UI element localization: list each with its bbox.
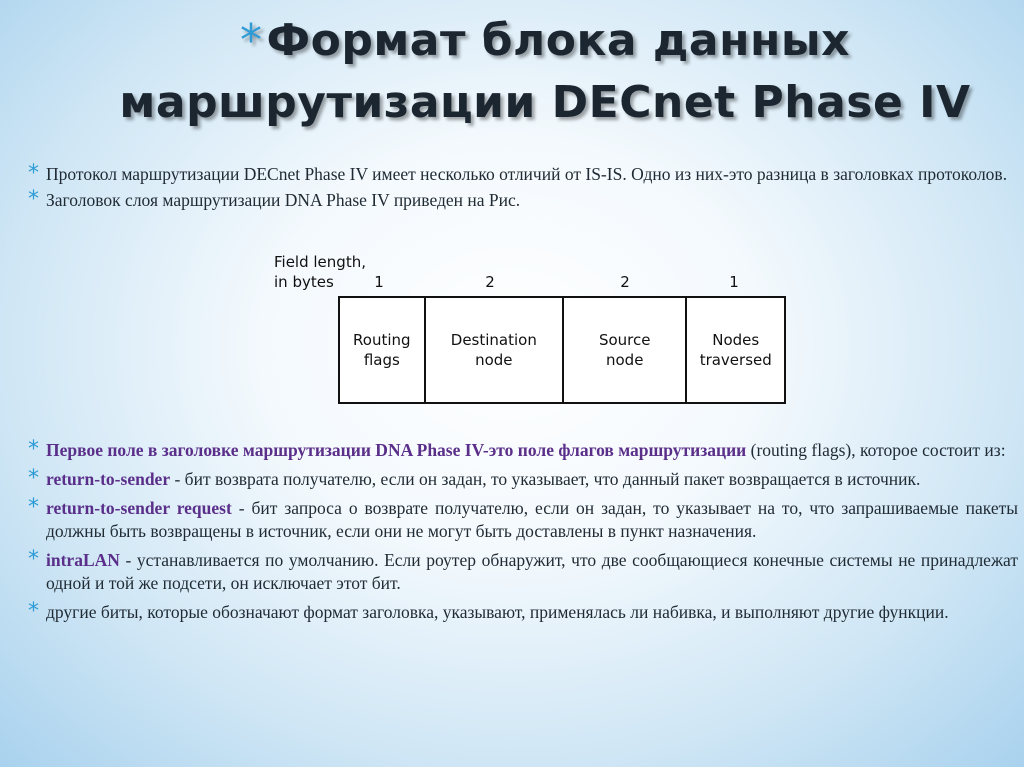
bullet-text: Заголовок слоя маршрутизации DNA Phase IV приведен на Рис. bbox=[46, 190, 521, 210]
field-length-value: 1 bbox=[729, 273, 739, 291]
bullet-lead: Первое поле в заголовке маршрутизации DNA Phase IV-это поле флагов маршрутизации bbox=[46, 440, 747, 460]
slide-title bbox=[90, 10, 1000, 134]
field-length-value: 1 bbox=[374, 273, 384, 291]
asterisk-bullet-icon: * bbox=[28, 161, 39, 186]
asterisk-bullet-icon: * bbox=[28, 437, 39, 462]
asterisk-bullet-icon: * bbox=[28, 187, 39, 212]
bullet-list bbox=[28, 163, 1018, 215]
asterisk-bullet-icon: * bbox=[28, 466, 39, 491]
bullet-item bbox=[28, 468, 1018, 491]
bullet-text: - бит возврата получателю, если он задан, то указывает, что данный пакет возвращается в источник. bbox=[170, 469, 921, 489]
title-star-icon: * bbox=[239, 15, 263, 66]
bullet-item bbox=[28, 497, 1018, 543]
asterisk-bullet-icon: * bbox=[28, 547, 39, 572]
bullet-item bbox=[28, 163, 1018, 186]
bullet-item bbox=[28, 549, 1018, 595]
bullet-text: - устанавливается по умолчанию. Если роутер обнаружит, что две сообщающиеся конечные системы не принадлежат одной и той же подсети, он исключает этот бит. bbox=[46, 550, 1018, 593]
field-destination-node: Destination node bbox=[426, 298, 564, 402]
bullet-term: intraLAN bbox=[46, 550, 120, 570]
bullet-text: другие биты, которые обозначают формат заголовка, указывают, применялась ли набивка, и выполняют другие функции. bbox=[46, 602, 949, 622]
bullet-text: Протокол маршрутизации DECnet Phase IV имеет несколько отличий от IS-IS. Одно из них-это разница в заголовках протоколов. bbox=[46, 164, 1008, 184]
bullet-item bbox=[28, 439, 1018, 462]
bullet-text: - бит запроса о возврате получателю, если он задан, то указывает на то, что запрашиваемые пакеты должны быть возвращены в источник, если они не могут быть доставлены в пункт назначения. bbox=[46, 498, 1018, 541]
asterisk-bullet-icon: * bbox=[28, 599, 39, 624]
field-length-value: 2 bbox=[620, 273, 630, 291]
field-routing-flags: Routing flags bbox=[340, 298, 426, 402]
field-nodes-traversed: Nodes traversed bbox=[699, 331, 772, 369]
header-fields-row bbox=[338, 296, 786, 404]
bullet-term: return-to-sender request bbox=[46, 498, 232, 518]
field-length-label-units: in bytes bbox=[274, 273, 334, 291]
bullet-item bbox=[28, 189, 1018, 212]
routing-header-diagram bbox=[268, 252, 798, 407]
field-length-value: 2 bbox=[485, 273, 495, 291]
detail-list bbox=[28, 439, 1018, 630]
title-line-1: *Формат блока данных bbox=[239, 15, 851, 66]
bullet-item bbox=[28, 601, 1018, 624]
asterisk-bullet-icon: * bbox=[28, 495, 39, 520]
title-line-2: маршрутизации DECnet Phase IV bbox=[119, 77, 971, 128]
bullet-term: return-to-sender bbox=[46, 469, 171, 489]
field-source-node: Source node bbox=[564, 298, 687, 402]
bullet-text: (routing flags), которое состоит из: bbox=[746, 440, 1006, 460]
field-length-label: Field length, bbox=[274, 253, 366, 271]
